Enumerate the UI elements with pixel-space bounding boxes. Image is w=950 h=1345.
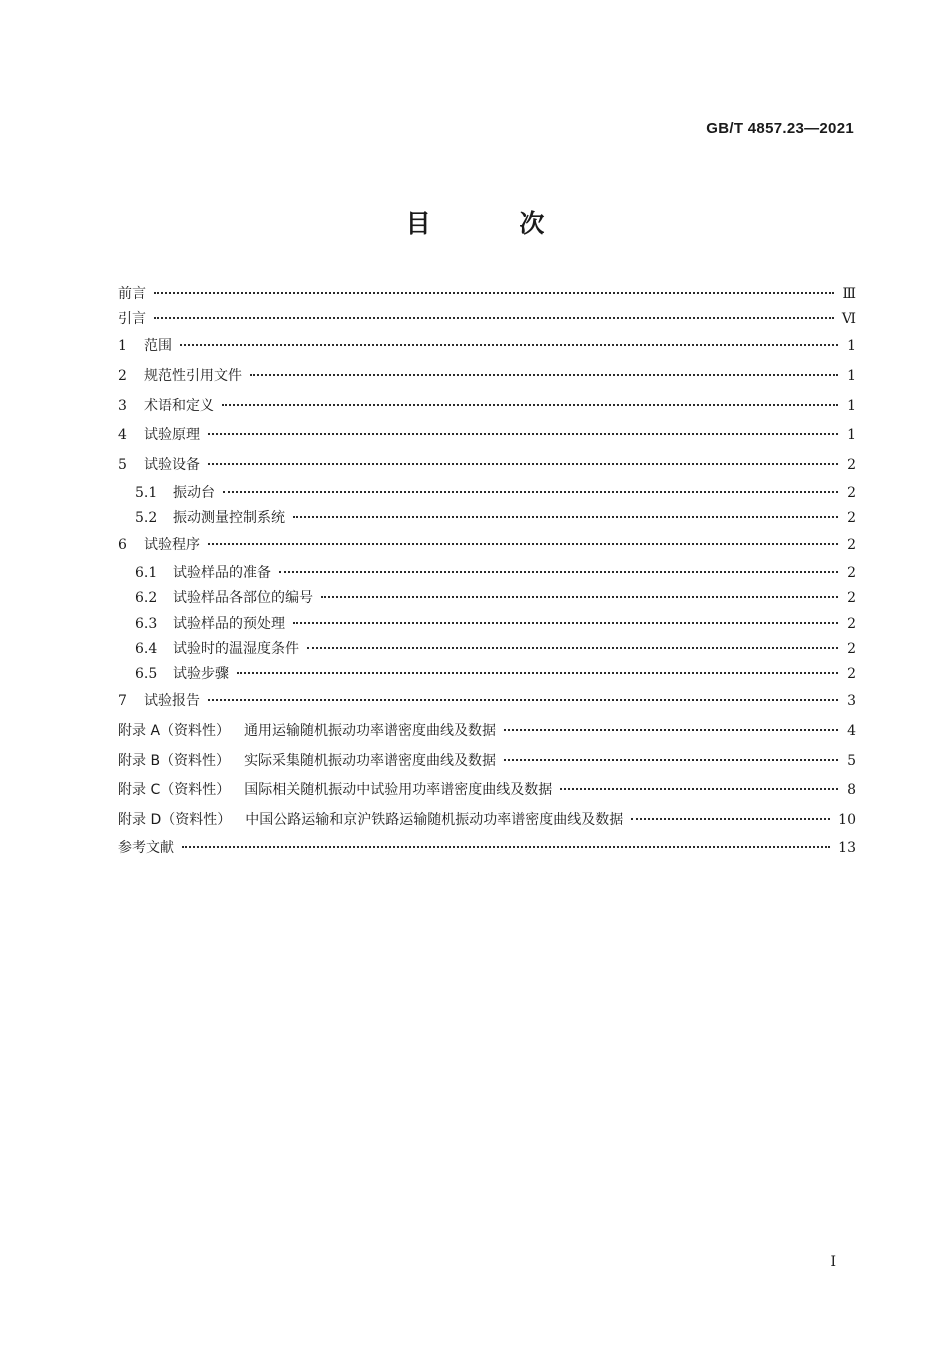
standard-code: GB/T 4857.23—2021 <box>706 120 854 137</box>
toc-label: 试验报告 <box>144 693 200 710</box>
page-number: I <box>830 1254 836 1270</box>
annex-prefix: 附录 B（资料性） <box>118 752 231 769</box>
toc-label: 规范性引用文件 <box>144 367 242 384</box>
toc-page: 5 <box>847 752 856 769</box>
dot-leader <box>182 846 830 848</box>
toc-entry-control-system[interactable] <box>118 506 856 531</box>
toc-entry-annex-b[interactable] <box>118 747 856 777</box>
toc-page: 2 <box>847 615 856 632</box>
toc-entry-sample-numbering[interactable] <box>118 586 856 611</box>
toc-entry-vibration-table[interactable] <box>118 481 856 506</box>
toc-page: Ⅵ <box>841 311 856 327</box>
dot-leader <box>293 622 838 624</box>
toc-page: 2 <box>847 457 856 474</box>
toc-number: 6.2 <box>135 590 158 607</box>
toc-label: 试验样品的准备 <box>173 565 271 582</box>
dot-leader <box>321 596 838 598</box>
dot-leader <box>154 292 834 294</box>
toc-page: 1 <box>847 427 856 444</box>
dot-leader <box>208 463 838 465</box>
toc-title: 目 次 <box>405 209 585 238</box>
toc-label: 国际相关随机振动中试验用功率谱密度曲线及数据 <box>244 782 553 799</box>
toc-entry-apparatus[interactable] <box>118 451 856 481</box>
dot-leader <box>279 571 838 573</box>
toc-page: 2 <box>847 510 856 527</box>
dot-leader <box>208 433 838 435</box>
toc-page: 1 <box>847 397 856 414</box>
toc-number: 6.3 <box>135 615 158 632</box>
dot-leader <box>631 818 830 820</box>
toc-number: 3 <box>118 397 127 414</box>
annex-prefix: 附录 C（资料性） <box>118 782 231 799</box>
toc-entry-scope[interactable] <box>118 332 856 362</box>
toc-label: 通用运输随机振动功率谱密度曲线及数据 <box>244 722 497 739</box>
toc-entry-test-steps[interactable] <box>118 662 856 687</box>
toc-entry-annex-a[interactable] <box>118 717 856 747</box>
toc-label: 前言 <box>118 286 146 302</box>
toc-label: 试验原理 <box>144 427 200 444</box>
dot-leader <box>237 672 838 674</box>
toc-number: 5 <box>118 457 127 474</box>
toc-label: 试验步骤 <box>173 665 229 682</box>
toc-entry-annex-c[interactable] <box>118 776 856 806</box>
dot-leader <box>560 788 838 790</box>
annex-prefix: 附录 A（资料性） <box>118 722 231 739</box>
toc-label: 试验样品的预处理 <box>173 615 285 632</box>
toc-label: 振动台 <box>173 484 215 501</box>
dot-leader <box>180 344 838 346</box>
dot-leader <box>208 699 838 701</box>
toc-label: 试验设备 <box>144 457 200 474</box>
dot-leader <box>504 729 838 731</box>
toc-number: 5.1 <box>135 484 158 501</box>
toc-entry-sample-prep[interactable] <box>118 561 856 586</box>
toc-page: Ⅲ <box>842 286 856 302</box>
toc-page: 2 <box>847 640 856 657</box>
toc-entry-test-report[interactable] <box>118 687 856 717</box>
table-of-contents <box>118 282 856 861</box>
toc-entry-annex-d[interactable] <box>118 806 856 836</box>
toc-label: 中国公路运输和京沪铁路运输随机振动功率谱密度曲线及数据 <box>245 812 624 829</box>
dot-leader <box>307 647 838 649</box>
toc-page: 4 <box>847 722 856 739</box>
toc-number: 7 <box>118 693 127 710</box>
toc-label: 振动测量控制系统 <box>173 510 285 527</box>
dot-leader <box>293 516 838 518</box>
toc-entry-preconditioning[interactable] <box>118 612 856 637</box>
dot-leader <box>250 374 838 376</box>
toc-page: 8 <box>847 782 856 799</box>
toc-page: 1 <box>847 338 856 354</box>
toc-number: 2 <box>118 367 127 384</box>
dot-leader <box>504 759 838 761</box>
toc-number: 5.2 <box>135 510 158 527</box>
toc-number: 4 <box>118 427 127 444</box>
toc-entry-principle[interactable] <box>118 421 856 451</box>
toc-label: 试验程序 <box>144 537 200 554</box>
toc-label: 范围 <box>144 338 172 354</box>
toc-page: 2 <box>847 565 856 582</box>
toc-label: 实际采集随机振动功率谱密度曲线及数据 <box>244 752 497 769</box>
toc-entry-terms[interactable] <box>118 392 856 422</box>
toc-label: 术语和定义 <box>144 397 214 414</box>
toc-page: 2 <box>847 590 856 607</box>
toc-number: 6.5 <box>135 665 158 682</box>
toc-page: 2 <box>847 537 856 554</box>
dot-leader <box>223 491 838 493</box>
dot-leader <box>208 543 838 545</box>
toc-label: 试验样品各部位的编号 <box>173 590 313 607</box>
toc-page: 1 <box>847 367 856 384</box>
toc-page: 3 <box>847 693 856 710</box>
toc-number: 6 <box>118 537 127 554</box>
toc-entry-introduction[interactable] <box>118 307 856 332</box>
toc-label: 参考文献 <box>118 840 174 857</box>
toc-entry-foreword[interactable] <box>118 282 856 307</box>
toc-entry-bibliography[interactable] <box>118 836 856 861</box>
dot-leader <box>222 404 838 406</box>
toc-page: 2 <box>847 665 856 682</box>
toc-label: 引言 <box>118 311 146 327</box>
toc-page: 13 <box>838 840 856 857</box>
toc-label: 试验时的温湿度条件 <box>173 640 299 657</box>
toc-number: 1 <box>118 338 127 354</box>
toc-number: 6.4 <box>135 640 158 657</box>
dot-leader <box>154 317 834 319</box>
toc-entry-procedure[interactable] <box>118 531 856 561</box>
toc-page: 10 <box>838 812 856 829</box>
toc-page: 2 <box>847 484 856 501</box>
annex-prefix: 附录 D（资料性） <box>118 812 232 829</box>
toc-number: 6.1 <box>135 565 158 582</box>
toc-entry-temperature-humidity[interactable] <box>118 637 856 662</box>
toc-entry-normative-references[interactable] <box>118 362 856 392</box>
